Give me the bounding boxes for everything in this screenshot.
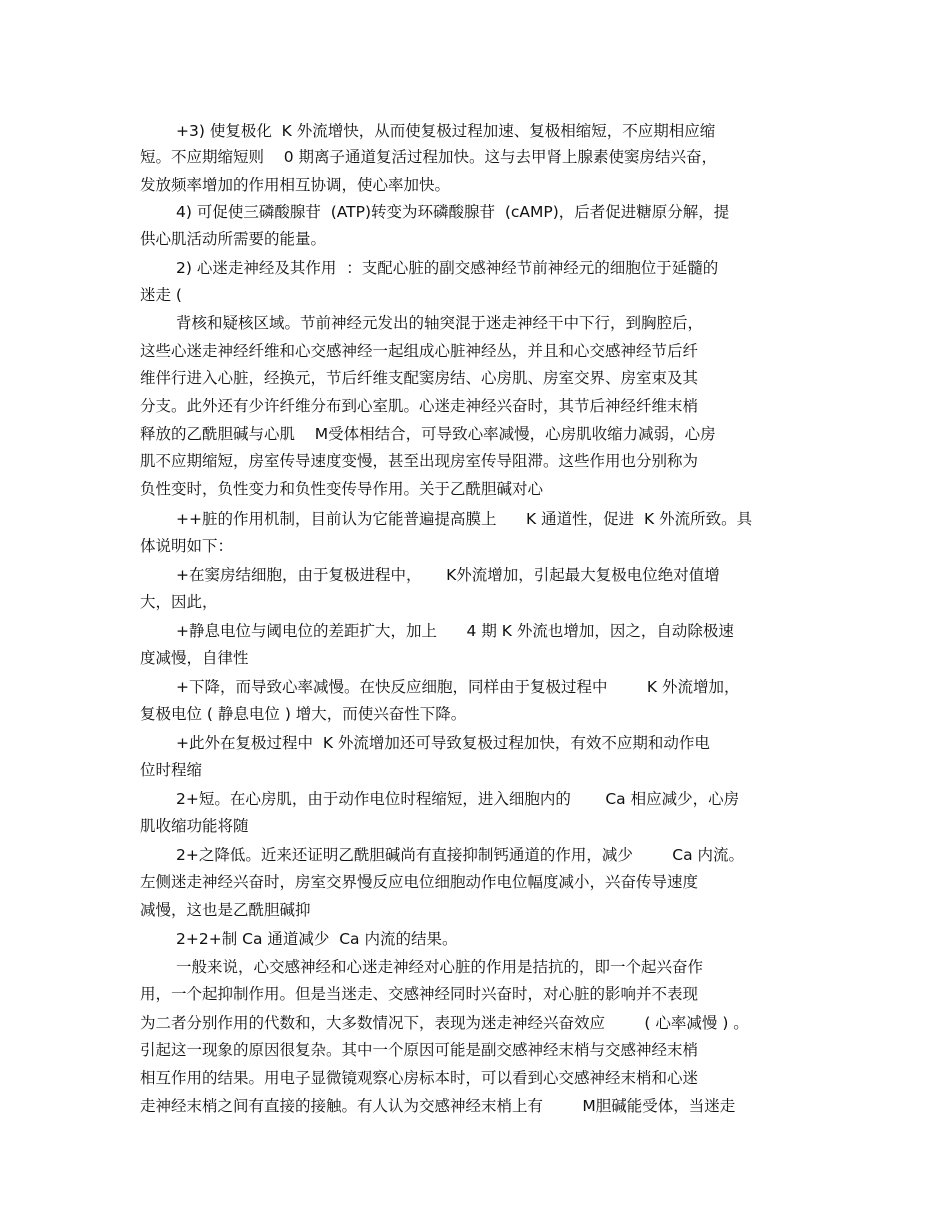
text-line-9: 这些心迷走神经纤维和心交感神经一起组成心脏神经丛，并且和心交感神经节后纤 bbox=[140, 342, 699, 360]
text-line-21: +下降，而导致心率减慢。在快反应细胞，同样由于复极过程中 K 外流增加， bbox=[176, 678, 740, 696]
text-line-32: 用，一个起抑制作用。但是当迷走、交感神经同时兴奋时，对心脏的影响并不表现 bbox=[140, 985, 699, 1003]
text-line-13: 肌不应期缩短，房室传导速度变慢，甚至出现房室传导阻滞。这些作用也分别称为 bbox=[140, 452, 699, 470]
text-line-24: 位时程缩 bbox=[140, 761, 203, 779]
text-line-15: ++脏的作用机制，目前认为它能普遍提高膜上 K 通道性，促进 K 外流所致。具 bbox=[176, 510, 753, 528]
text-line-30: 2+2+制 Ca 通道减少 Ca 内流的结果。 bbox=[176, 930, 458, 948]
text-line-1: +3) 使复极化 K 外流增快，从而使复极过程加速、复极相缩短，不应期相应缩 bbox=[176, 122, 716, 140]
text-line-35: 相互作用的结果。用电子显微镜观察心房标本时，可以看到心交感神经末梢和心迷 bbox=[140, 1069, 699, 1087]
text-line-29: 减慢，这也是乙酰胆碱抑 bbox=[140, 901, 311, 919]
text-line-8: 背核和疑核区域。节前神经元发出的轴突混于迷走神经干中下行，到胸腔后， bbox=[176, 314, 704, 332]
text-line-28: 左侧迷走神经兴奋时，房室交界慢反应电位细胞动作电位幅度减小，兴奋传导速度 bbox=[140, 873, 699, 891]
text-line-5: 供心肌活动所需要的能量。 bbox=[140, 230, 327, 248]
text-line-14: 负性变时，负性变力和负性变传导作用。关于乙酰胆碱对心 bbox=[140, 480, 544, 498]
text-line-27: 2+之降低。近来还证明乙酰胆碱尚有直接抑制钙通道的作用，减少 Ca 内流。 bbox=[176, 846, 745, 864]
text-line-31: 一般来说，心交感神经和心迷走神经对心脏的作用是拮抗的，即一个起兴奋作 bbox=[176, 958, 704, 976]
text-line-25: 2+短。在心房肌，由于动作电位时程缩短，进入细胞内的 Ca 相应减少，心房 bbox=[176, 790, 740, 808]
text-line-12: 释放的乙酰胆碱与心肌 M受体相结合，可导致心率减慢，心房肌收缩力减弱，心房 bbox=[140, 425, 716, 443]
text-line-2: 短。不应期缩短则 0 期离子通道复活过程加快。这与去甲肾上腺素使窦房结兴奋， bbox=[140, 148, 717, 166]
text-line-20: 度减慢，自律性 bbox=[140, 649, 249, 667]
text-line-10: 维伴行进入心脏，经换元，节后纤维支配窦房结、心房肌、房室交界、房室束及其 bbox=[140, 369, 699, 387]
text-line-18: 大，因此， bbox=[140, 593, 218, 611]
text-line-34: 引起这一现象的原因很复杂。其中一个原因可能是副交感神经末梢与交感神经末梢 bbox=[140, 1041, 699, 1059]
text-line-36: 走神经末梢之间有直接的接触。有人认为交感神经末梢上有 M胆碱能受体，当迷走 bbox=[140, 1097, 736, 1115]
text-line-7: 迷走 ( bbox=[140, 286, 182, 304]
text-line-23: +此外在复极过程中 K 外流增加还可导致复极过程加快，有效不应期和动作电 bbox=[176, 734, 710, 752]
text-line-6: 2) 心迷走神经及其作用 ：支配心脏的副交感神经节前神经元的细胞位于延髓的 bbox=[176, 259, 719, 277]
text-line-16: 体说明如下： bbox=[140, 537, 234, 555]
text-line-11: 分支。此外还有少许纤维分布到心室肌。心迷走神经兴奋时，其节后神经纤维末梢 bbox=[140, 397, 699, 415]
text-line-17: +在窦房结细胞，由于复极进程中， K外流增加，引起最大复极电位绝对值增 bbox=[176, 566, 720, 584]
text-line-33: 为二者分别作用的代数和，大多数情况下，表现为迷走神经兴奋效应 ( 心率减慢 ) 。 bbox=[140, 1014, 749, 1032]
text-line-19: +静息电位与阈电位的差距扩大，加上 4 期 K 外流也增加，因之，自动除极速 bbox=[176, 622, 734, 640]
text-line-4: 4) 可促使三磷酸腺苷 (ATP)转变为环磷酸腺苷 (cAMP)，后者促进糖原分解，提 bbox=[176, 203, 730, 221]
text-line-22: 复极电位 ( 静息电位 ) 增大，而使兴奋性下降。 bbox=[140, 705, 467, 723]
text-line-26: 肌收缩功能将随 bbox=[140, 817, 249, 835]
text-line-3: 发放频率增加的作用相互协调，使心率加快。 bbox=[140, 176, 451, 194]
